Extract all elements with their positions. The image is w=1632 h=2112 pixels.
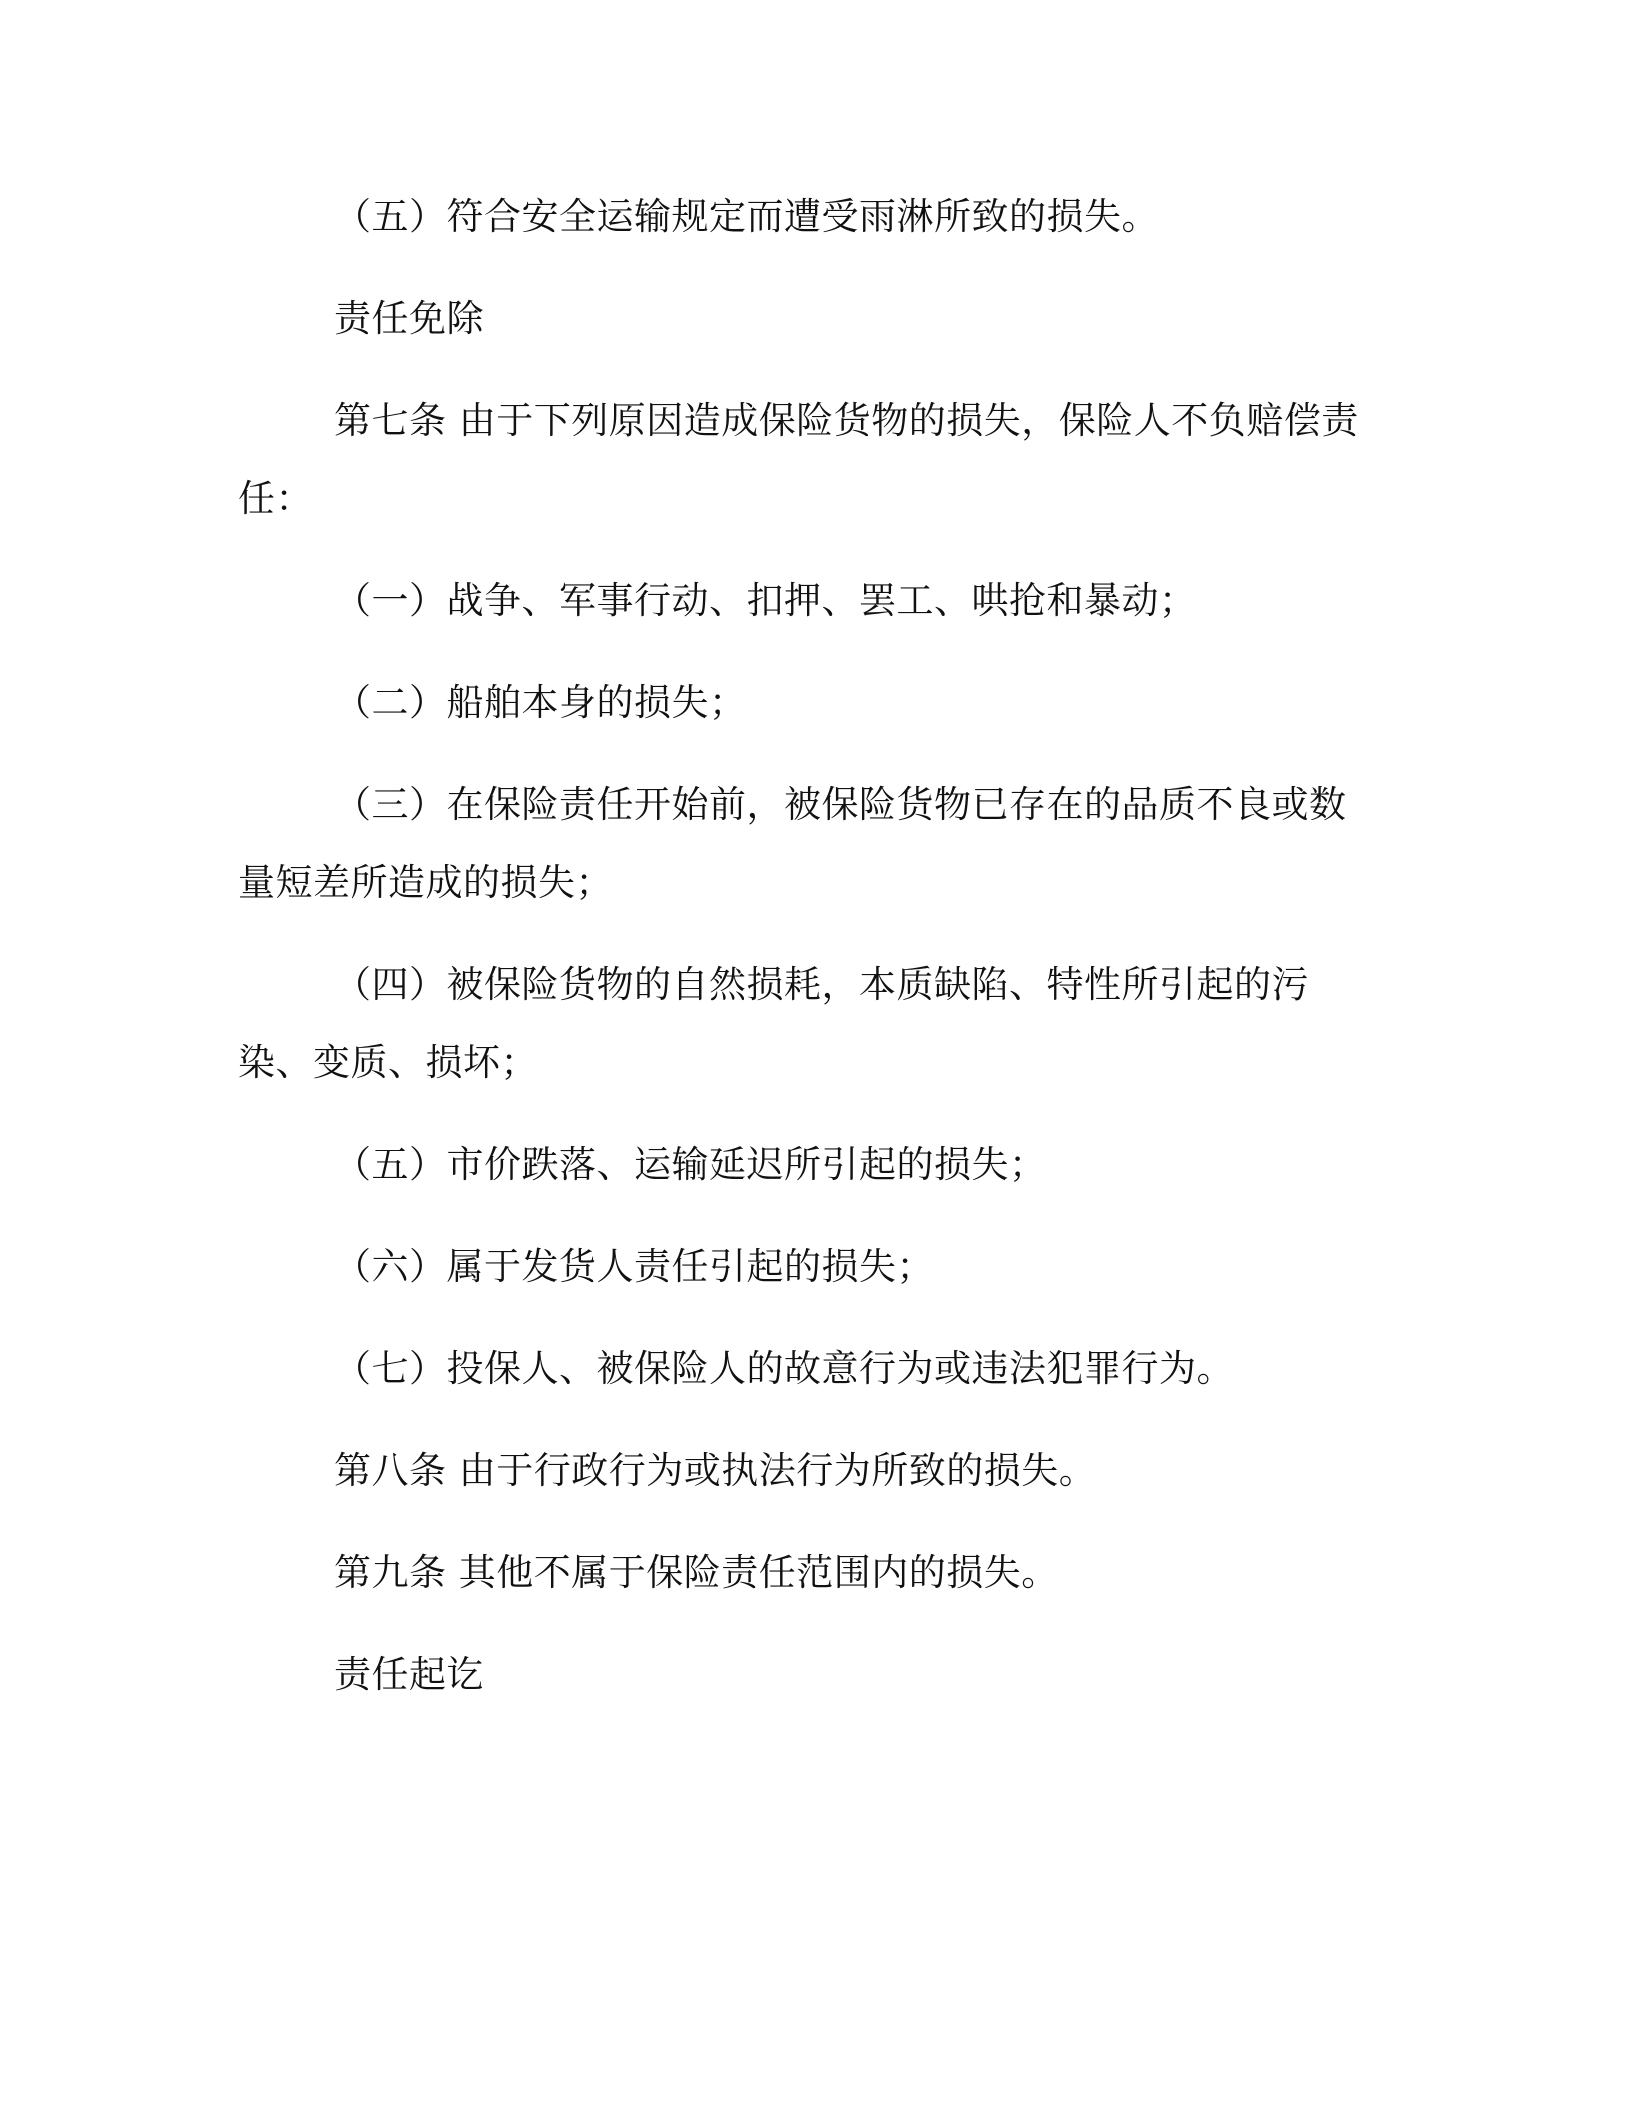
paragraph-article-7: 第七条 由于下列原因造成保险货物的损失，保险人不负赔偿责任： <box>238 399 1359 520</box>
paragraph-exclusion-1: （一）战争、军事行动、扣押、罢工、哄抢和暴动； <box>334 579 1197 622</box>
section-heading-period-of-coverage: 责任起讫 <box>334 1653 484 1696</box>
paragraph-exclusion-3: （三）在保险责任开始前，被保险货物已存在的品质不良或数量短差所造成的损失； <box>238 783 1347 904</box>
paragraph-exclusion-7: （七）投保人、被保险人的故意行为或违法犯罪行为。 <box>334 1347 1234 1390</box>
paragraph-clause-5-rain: （五）符合安全运输规定而遭受雨淋所致的损失。 <box>334 195 1159 238</box>
paragraph-article-9: 第九条 其他不属于保险责任范围内的损失。 <box>334 1551 1059 1594</box>
paragraph-article-8: 第八条 由于行政行为或执法行为所致的损失。 <box>334 1449 1097 1492</box>
paragraph-exclusion-5: （五）市价跌落、运输延迟所引起的损失； <box>334 1143 1047 1186</box>
paragraph-exclusion-6: （六）属于发货人责任引起的损失； <box>334 1245 934 1288</box>
paragraph-exclusion-2: （二）船舶本身的损失； <box>334 681 747 724</box>
paragraph-exclusion-4: （四）被保险货物的自然损耗，本质缺陷、特性所引起的污染、变质、损坏； <box>238 963 1309 1084</box>
section-heading-exclusions: 责任免除 <box>334 297 484 340</box>
